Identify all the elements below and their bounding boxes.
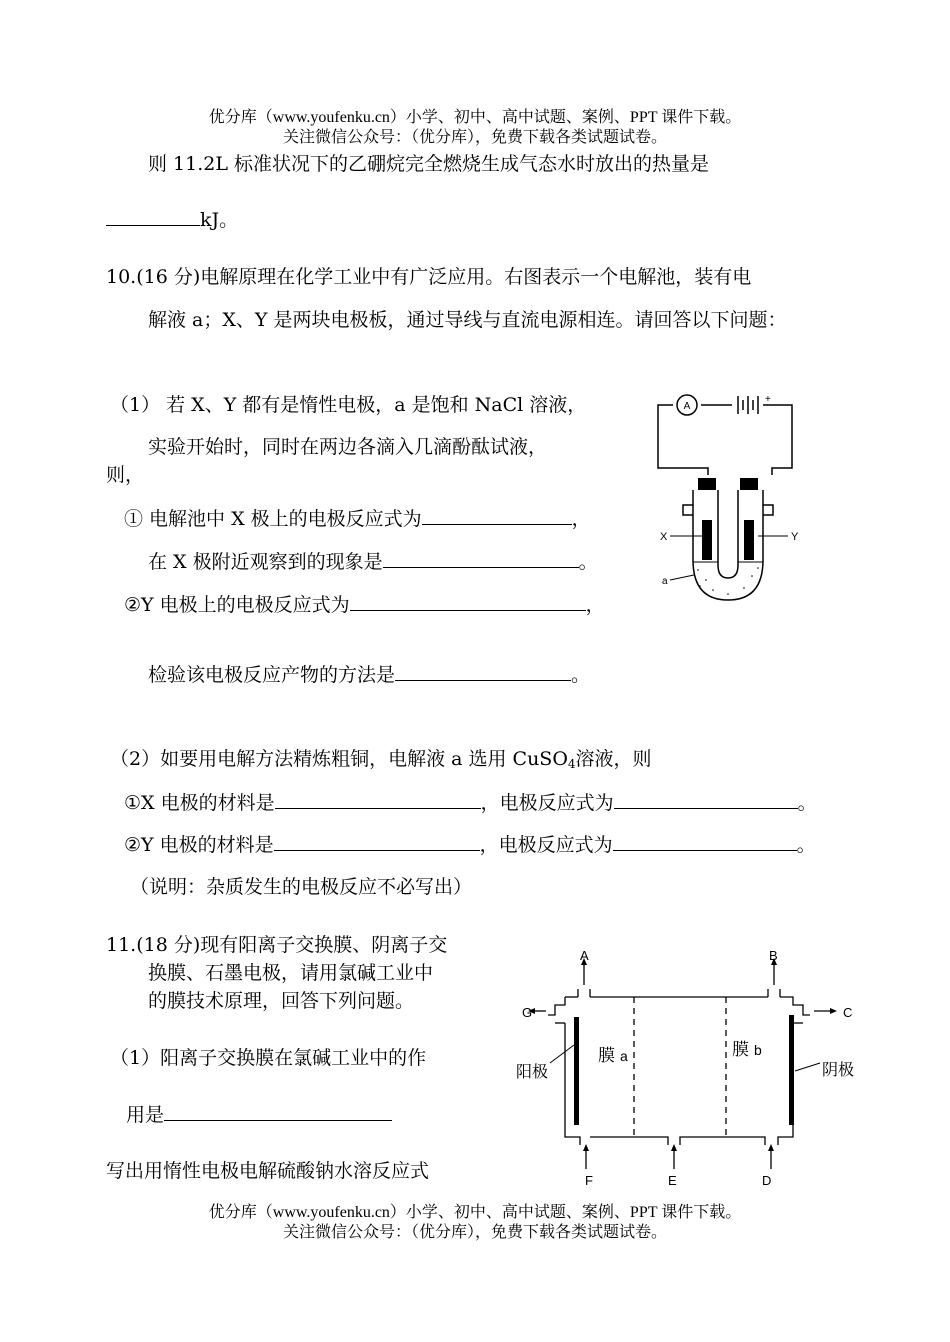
- membrane-cell-figure: [510, 945, 860, 1190]
- q10-part1-a-blank[interactable]: [422, 506, 572, 525]
- q10-part1-c-end: ，: [585, 594, 605, 616]
- q11-part1-blank[interactable]: [164, 1102, 392, 1121]
- membrane-a-letter: a: [620, 1048, 628, 1064]
- solution-dot: [712, 589, 714, 591]
- q11-part2: 写出用惰性电极电解硫酸钠水溶反应式: [106, 1160, 430, 1182]
- q10-part1-c-blank[interactable]: [350, 592, 586, 611]
- q11-title-1: 11.(18 分)现有阳离子交换膜、阴离子交: [106, 934, 448, 956]
- port-a-frame: [578, 989, 590, 997]
- wire-right: [763, 405, 792, 475]
- bottom-right-edge: [680, 1137, 765, 1145]
- electrode-y: [744, 520, 754, 560]
- label-e: E: [668, 1173, 677, 1188]
- electrolysis-cell-figure: [648, 390, 808, 612]
- q10-part1-b: [148, 547, 598, 574]
- q10-part1-a-text: ① 电解池中 X 极上的电极反应式为: [124, 508, 422, 530]
- port-b-frame: [768, 989, 780, 997]
- q10-part1-d-blank[interactable]: [395, 662, 571, 681]
- cathode-electrode: [789, 1015, 794, 1125]
- side-arm-left: [683, 505, 693, 515]
- q10-part2-y-b: ，电极反应式为: [479, 834, 613, 856]
- header-line-2: 关注微信公众号：（优分库），免费下载各类试题试卷。: [282, 129, 667, 146]
- label-g: G: [522, 1005, 533, 1020]
- q10-part2-intro-a: （2）如要用电解方法精炼粗铜，电解液 a 选用 CuSO: [110, 748, 568, 770]
- q10-part2-intro-sub: 4: [567, 757, 576, 771]
- q10-title: 10.(16 分)电解原理在化学工业中有广泛应用。右图表示一个电解池，装有电: [106, 266, 752, 288]
- solution-dot: [743, 587, 745, 589]
- stopper-left: [698, 478, 716, 490]
- label-a: A: [580, 948, 589, 963]
- footer-line-1: 优分库（www.youfenku.cn）小学、初中、高中试题、案例、PPT 课件下载。: [208, 1204, 742, 1221]
- q11-part1-a: （1）阳离子交换膜在氯碱工业中的作: [110, 1047, 427, 1069]
- membrane-b-cn: 膜: [732, 1040, 749, 1059]
- q10-part2-y: [124, 830, 816, 857]
- q10-part1-line3: 则，: [106, 464, 145, 486]
- arrowhead-d: [768, 1144, 774, 1151]
- q9-answer-line: [106, 205, 238, 232]
- q10-part1-line2: 实验开始时，同时在两边各滴入几滴酚酞试液，: [148, 436, 548, 458]
- q11-title-3: 的膜技术原理，回答下列问题。: [148, 990, 415, 1012]
- label-c: C: [843, 1005, 853, 1020]
- u-tube-inner: [718, 490, 738, 578]
- q10-part1-a: [124, 504, 591, 531]
- electrode-y-label: Y: [791, 531, 799, 543]
- q10-part1-d: [148, 660, 590, 687]
- q10-part2-x-a: ①X 电极的材料是: [124, 792, 275, 814]
- wire-left: [658, 405, 708, 475]
- solution-dot: [699, 585, 701, 587]
- q10-title-2: 解液 a；X、Y 是两块电极板，通过导线与直流电源相连。请回答以下问题：: [148, 309, 787, 331]
- label-d: D: [762, 1173, 772, 1188]
- footer-line-2: 关注微信公众号：（优分库），免费下载各类试题试卷。: [282, 1224, 667, 1241]
- solution-dot: [751, 575, 753, 577]
- bottom-left-edge: [590, 1137, 668, 1145]
- q10-part2-x: [124, 788, 817, 815]
- q11-part1-b: [126, 1100, 392, 1127]
- q10-part2-y-end: 。: [796, 834, 816, 856]
- q10-part2-x-end: 。: [797, 792, 817, 814]
- anode-label: 阳极: [516, 1064, 549, 1081]
- q10-part2-y-a: ②Y 电极的材料是: [124, 834, 274, 856]
- q10-part2-x-blank-1[interactable]: [275, 790, 481, 809]
- q10-part2-x-blank-2[interactable]: [614, 790, 798, 809]
- port-c-frame: [780, 997, 810, 1015]
- q10-note: （说明：杂质发生的电极反应不必写出）: [130, 876, 473, 898]
- q9-text: 则 11.2L 标准状况下的乙硼烷完全燃烧生成气态水时放出的热量是: [148, 153, 710, 175]
- label-f: F: [585, 1173, 593, 1188]
- header-line-1: 优分库（www.youfenku.cn）小学、初中、高中试题、案例、PPT 课件下载。: [208, 109, 742, 126]
- q10-part2-x-b: ，电极反应式为: [480, 792, 614, 814]
- cathode-label: 阴极: [822, 1062, 855, 1079]
- q10-part2-y-blank-2[interactable]: [613, 832, 797, 851]
- q10-part1-line1: （1） 若 X、Y 都有是惰性电极，a 是饱和 NaCl 溶液，: [110, 394, 587, 416]
- q9-blank[interactable]: [106, 207, 200, 226]
- solution-label: a: [662, 576, 668, 587]
- q10-part2-intro: [110, 744, 652, 771]
- side-arm-right: [763, 505, 773, 515]
- solution-dot: [727, 593, 729, 595]
- label-b: B: [769, 948, 778, 963]
- q10-part1-b-end: 。: [578, 551, 598, 573]
- q10-part1-d-end: 。: [571, 664, 591, 686]
- q10-part1-b-text: 在 X 极附近观察到的现象是: [148, 551, 383, 573]
- solution-dot: [697, 569, 699, 571]
- arrowhead-f: [583, 1144, 589, 1151]
- pointer-solution: [670, 575, 694, 580]
- q10-part1-b-blank[interactable]: [383, 549, 579, 568]
- q9-unit: kJ。: [200, 209, 239, 231]
- anode-electrode: [574, 1017, 579, 1125]
- q11-title-2: 换膜、石墨电极，请用氯碱工业中: [148, 962, 434, 984]
- q10-part1-d-text: 检验该电极反应产物的方法是: [148, 664, 396, 686]
- q10-part2-y-blank-1[interactable]: [274, 832, 480, 851]
- arrowhead-c: [830, 1008, 837, 1014]
- q10-part1-a-end: ，: [571, 508, 591, 530]
- cathode-pointer: [795, 1063, 820, 1071]
- solution-dot: [757, 567, 759, 569]
- q10-part1-c: [124, 590, 605, 617]
- anode-pointer: [550, 1045, 574, 1063]
- q11-part1-b-text: 用是: [126, 1104, 165, 1126]
- solution-dot: [705, 579, 707, 581]
- ammeter-label: A: [683, 401, 691, 412]
- membrane-a-cn: 膜: [598, 1046, 615, 1065]
- q10-part1-c-text: ②Y 电极上的电极反应式为: [124, 594, 350, 616]
- port-g-frame: [548, 997, 565, 1015]
- electrode-x: [702, 520, 712, 560]
- arrowhead-e: [671, 1144, 677, 1151]
- membrane-b-letter: b: [754, 1042, 762, 1058]
- q10-part2-intro-b: 溶液，则: [575, 748, 652, 770]
- stopper-right: [740, 478, 758, 490]
- battery-plus-label: +: [765, 394, 771, 405]
- electrode-x-label: X: [660, 531, 668, 543]
